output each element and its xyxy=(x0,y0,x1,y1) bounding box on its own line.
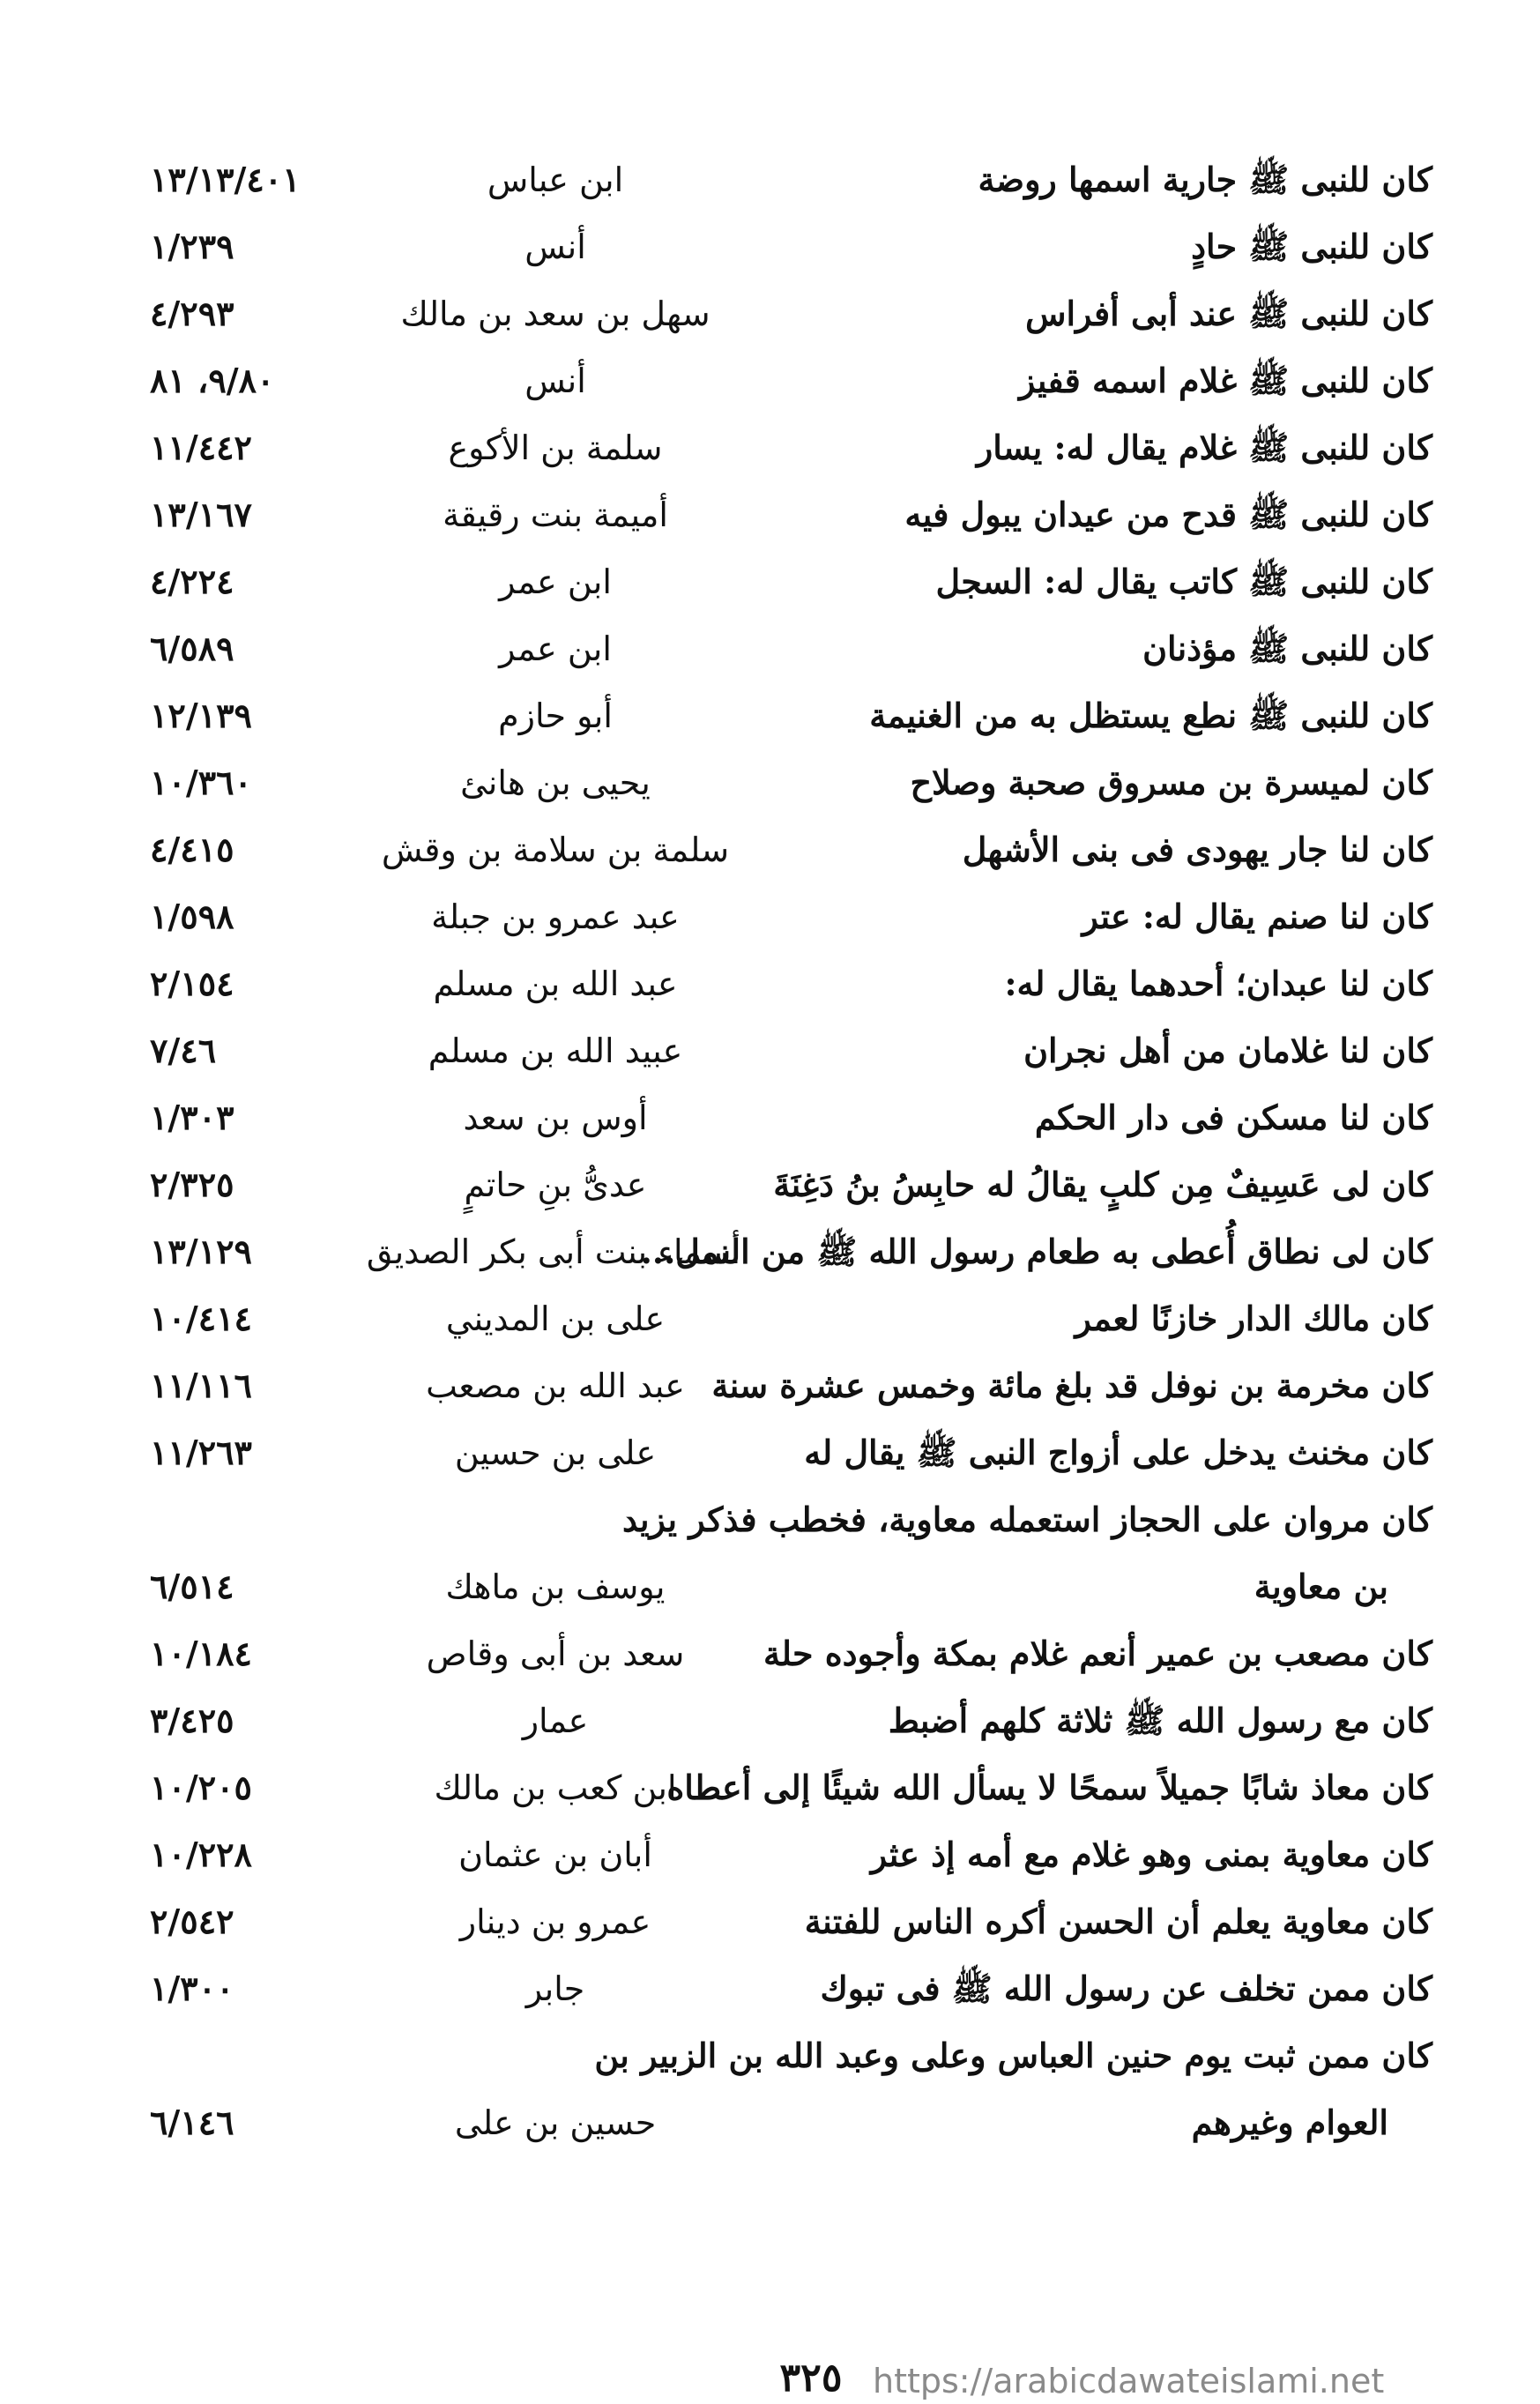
volume-page-ref: ١٣/١٦٧ xyxy=(150,495,252,534)
entry-text: كان مخرمة بن نوفل قد بلغ مائة وخمس عشرة سنة xyxy=(711,1366,1432,1405)
volume-page-ref: ١٠/١٨٤ xyxy=(150,1634,252,1673)
entry-text: كان مصعب بن عمير أنعم غلام بمكة وأجوده حلة xyxy=(763,1634,1432,1673)
index-row xyxy=(0,749,1540,816)
index-row-continuation xyxy=(0,1553,1540,1620)
volume-page-ref: ٣/٤٢٥ xyxy=(150,1701,234,1740)
index-row xyxy=(0,682,1540,749)
narrator-name: عمرو بن دينار xyxy=(459,1902,651,1941)
index-row xyxy=(0,1017,1540,1084)
volume-page-ref: ٦/٥١٤ xyxy=(150,1567,234,1606)
volume-page-ref: ٧/٤٦ xyxy=(150,1031,217,1070)
volume-page-ref: ٤/٢٩٣ xyxy=(150,294,234,333)
entry-text: كان للنبى ﷺ مؤذنان xyxy=(1142,629,1432,668)
entry-text: كان لنا مسكن فى دار الحكم xyxy=(1034,1098,1432,1137)
narrator-name: أبو حازم xyxy=(498,696,613,735)
entry-text: كان مروان على الحجاز استعمله معاوية، فخطب فذكر يزيد xyxy=(622,1500,1432,1539)
narrator-name xyxy=(370,1486,740,1553)
volume-page-ref: ١٠/٢٠٥ xyxy=(150,1768,252,1807)
index-row xyxy=(0,1754,1540,1821)
narrator-name: يحيى بن هانئ xyxy=(460,763,651,802)
entry-text: بن معاوية xyxy=(1254,1567,1388,1606)
index-row xyxy=(0,2022,1540,2089)
index-row xyxy=(0,1620,1540,1687)
entry-text: كان لنا صنم يقال له: عتر xyxy=(1082,897,1432,936)
volume-page-ref: ١/٣٠٠ xyxy=(150,1969,234,2008)
index-row xyxy=(0,213,1540,280)
entry-text: كان ممن تخلف عن رسول الله ﷺ فى تبوك xyxy=(820,1969,1432,2008)
narrator-name: عمار xyxy=(522,1701,589,1740)
index-row xyxy=(0,1486,1540,1553)
index-row xyxy=(0,1084,1540,1151)
index-row xyxy=(0,1352,1540,1419)
volume-page-ref: ١٠/٤١٤ xyxy=(150,1299,252,1338)
narrator-name: عبد الله بن مصعب xyxy=(426,1366,685,1405)
volume-page-ref: ١٢/١٣٩ xyxy=(150,696,252,735)
narrator-name: عبد عمرو بن جبلة xyxy=(431,897,680,936)
entry-text: كان معاذ شابًا جميلاً سمحًا لا يسأل الله شيئًا إلى أعطاه xyxy=(666,1768,1432,1807)
index-row xyxy=(0,816,1540,883)
volume-page-ref: ٦/١٤٦ xyxy=(150,2103,234,2142)
narrator-name: أميمة بنت رقيقة xyxy=(443,495,668,534)
index-row xyxy=(0,1687,1540,1754)
entry-text: كان لنا غلامان من أهل نجران xyxy=(1023,1031,1432,1070)
entry-text: كان معاوية بمنى وهو غلام مع أمه إذ عثر xyxy=(870,1835,1432,1874)
entry-text: كان للنبى ﷺ حادٍ xyxy=(1191,227,1432,266)
index-row xyxy=(0,1151,1540,1218)
narrator-name: على بن المديني xyxy=(445,1299,666,1338)
index-row xyxy=(0,1888,1540,1955)
narrator-name: ابن عباس xyxy=(487,160,624,199)
narrator-name: عدىُّ بنِ حاتمٍ xyxy=(464,1165,647,1204)
entry-text: كان لى نطاق أُعطى به طعام رسول الله ﷺ من النمل... xyxy=(640,1232,1432,1271)
volume-page-ref: ٢/٥٤٢ xyxy=(150,1902,234,1941)
volume-page-ref: ٤/٢٢٤ xyxy=(150,562,234,601)
narrator-name: سهل بن سعد بن مالك xyxy=(400,294,710,333)
index-row xyxy=(0,1955,1540,2022)
entry-text: كان ممن ثبت يوم حنين العباس وعلى وعبد الله بن الزبير بن xyxy=(594,2036,1432,2075)
index-row xyxy=(0,615,1540,682)
narrator-name: عبيد الله بن مسلم xyxy=(428,1031,683,1070)
narrator-name: يوسف بن ماهك xyxy=(445,1567,666,1606)
volume-page-ref xyxy=(150,2022,353,2089)
volume-page-ref: ٤/٤١٥ xyxy=(150,830,234,869)
index-row xyxy=(0,1285,1540,1352)
volume-page-ref: ٢/٣٢٥ xyxy=(150,1165,234,1204)
volume-page-ref: ٩/٨٠، ٨١ xyxy=(150,361,275,400)
entry-text: كان للنبى ﷺ غلام اسمه قفيز xyxy=(1018,361,1432,400)
entry-text: كان معاوية يعلم أن الحسن أكره الناس للفتنة xyxy=(804,1902,1432,1941)
volume-page-ref: ٢/١٥٤ xyxy=(150,964,234,1003)
narrator-name xyxy=(370,2022,740,2089)
narrator-name: سعد بن أبى وقاص xyxy=(426,1634,685,1673)
volume-page-ref: ١٠/٣٦٠ xyxy=(150,763,252,802)
narrator-name: أنس xyxy=(524,361,586,400)
narrator-name: أوس بن سعد xyxy=(463,1098,648,1137)
entry-text: كان مالك الدار خازنًا لعمر xyxy=(1075,1299,1432,1338)
entry-text: كان لنا عبدان؛ أحدهما يقال له: xyxy=(1004,964,1432,1003)
volume-page-ref: ١/٥٩٨ xyxy=(150,897,234,936)
entry-text: كان مخنث يدخل على أزواج النبى ﷺ يقال له xyxy=(804,1433,1432,1472)
page-number: ٣٢٥ xyxy=(779,2356,843,2400)
entry-text: كان للنبى ﷺ جارية اسمها روضة xyxy=(978,160,1432,199)
narrator-name: سلمة بن سلامة بن وقش xyxy=(381,830,730,869)
volume-page-ref: ١/٢٣٩ xyxy=(150,227,234,266)
index-row xyxy=(0,1821,1540,1888)
narrator-name: سلمة بن الأكوع xyxy=(448,428,663,467)
volume-page-ref: ٦/٥٨٩ xyxy=(150,629,234,668)
index-row xyxy=(0,414,1540,481)
entry-text: كان لميسرة بن مسروق صحبة وصلاح xyxy=(910,763,1432,802)
narrator-name: على بن حسين xyxy=(454,1433,657,1472)
volume-page-ref: ١٠/٢٢٨ xyxy=(150,1835,252,1874)
narrator-name: أنس xyxy=(524,227,586,266)
index-row-continuation xyxy=(0,2089,1540,2156)
entry-text: العوام وغيرهم xyxy=(1191,2103,1388,2142)
entry-text: كان للنبى ﷺ عند أبى أفراس xyxy=(1025,294,1432,333)
narrator-name: ابن عمر xyxy=(499,629,612,668)
index-row xyxy=(0,1218,1540,1285)
volume-page-ref: ١١/٤٤٢ xyxy=(150,428,252,467)
index-row xyxy=(0,548,1540,615)
narrator-name: جابر xyxy=(525,1969,585,2008)
index-row xyxy=(0,883,1540,950)
index-row xyxy=(0,146,1540,213)
index-row xyxy=(0,280,1540,347)
entry-text: كان للنبى ﷺ نطع يستظل به من الغنيمة xyxy=(869,696,1432,735)
narrator-name: ابن كعب بن مالك xyxy=(434,1768,677,1807)
volume-page-ref: ١٣/١٢٩ xyxy=(150,1232,252,1271)
index-row xyxy=(0,481,1540,548)
volume-page-ref: ١١/٢٦٣ xyxy=(150,1433,252,1472)
narrator-name: أبان بن عثمان xyxy=(458,1835,652,1874)
entry-text: كان للنبى ﷺ قدح من عيدان يبول فيه xyxy=(904,495,1432,534)
entry-text: كان لنا جار يهودى فى بنى الأشهل xyxy=(962,830,1432,869)
narrator-name: أسماء بنت أبى بكر الصديق xyxy=(366,1232,740,1271)
entry-text: كان للنبى ﷺ غلام يقال له: يسار xyxy=(976,428,1432,467)
volume-page-ref: ١٣/١٣/٤٠١ xyxy=(150,160,301,199)
narrator-name: عبد الله بن مسلم xyxy=(433,964,678,1003)
volume-page-ref: ١١/١١٦ xyxy=(150,1366,252,1405)
narrator-name: حسين بن على xyxy=(454,2103,657,2142)
entry-text: كان للنبى ﷺ كاتب يقال له: السجل xyxy=(935,562,1432,601)
volume-page-ref: ١/٣٠٣ xyxy=(150,1098,234,1137)
index-row xyxy=(0,347,1540,414)
volume-page-ref xyxy=(150,1486,353,1553)
entry-text: كان لى عَسِيفٌ مِن كلبٍ يقالُ له حابِسُ بنُ دَغِنَةَ xyxy=(773,1165,1432,1204)
narrator-name: ابن عمر xyxy=(499,562,612,601)
watermark-url: https://arabicdawateislami.net xyxy=(873,2362,1385,2400)
index-row xyxy=(0,950,1540,1017)
entry-text: كان مع رسول الله ﷺ ثلاثة كلهم أضبط xyxy=(888,1701,1432,1740)
index-row xyxy=(0,1419,1540,1486)
